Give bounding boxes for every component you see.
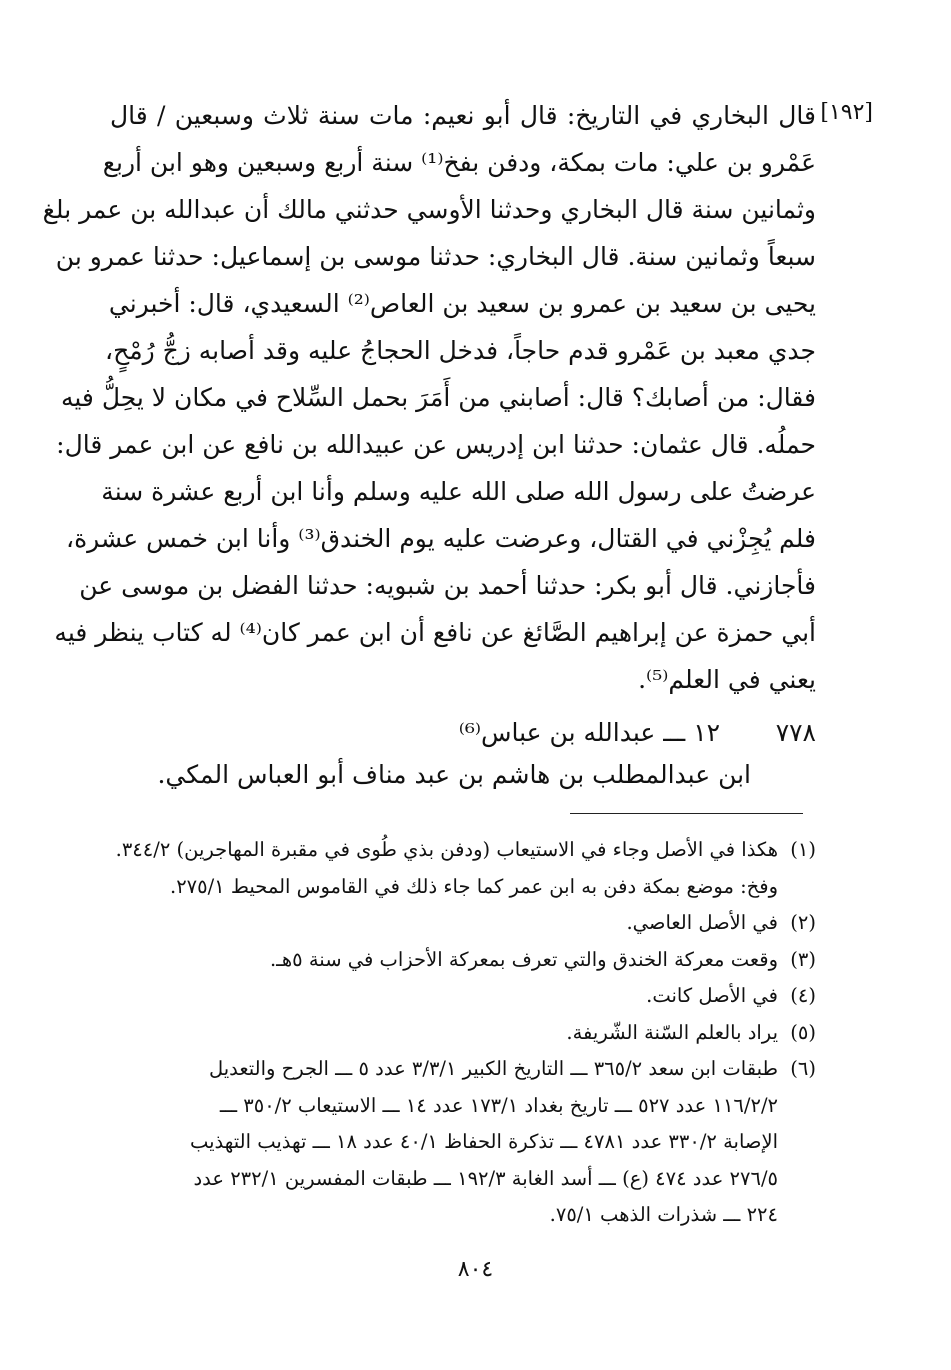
footnote-number: (٥)	[790, 1020, 816, 1044]
text-line: قال البخاري في التاريخ: قال أبو نعيم: مات سنة ثلاث وسبعين / قال	[110, 101, 816, 130]
footnote-continuation: ٢٢٤ ـــ شذرات الذهب ٧٥/١.	[549, 1203, 778, 1226]
text-line: يحيى بن سعيد بن عمرو بن سعيد بن العاص⁽²⁾ السعيدي، قال: أخبرني	[108, 289, 816, 318]
footnote-number: (٤)	[790, 984, 816, 1007]
footnote-continuation: الإصابة ٣٣٠/٢ عدد ٤٧٨١ ـــ تذكرة الحفاظ ٤٠/١ عدد ١٨ ـــ تهذيب التهذيب	[189, 1130, 778, 1153]
text-line: جدي معبد بن عَمْرو قدم حاجاً، فدخل الحجاجُ عليه وقد أصابه زجُّ رُمْحٍ،	[105, 336, 816, 365]
footnote-number: (٢)	[790, 911, 816, 934]
footnote	[110, 942, 816, 979]
footnote-number: (٦)	[790, 1057, 816, 1080]
footnote-text: في الأصل العاصي.	[626, 911, 778, 934]
text-line: عرضتُ على رسول الله صلى الله عليه وسلم وأنا ابن أربع عشرة سنة	[101, 477, 816, 506]
entry-dash: ـــ	[663, 718, 686, 747]
page-number: ٨٠٤	[457, 1257, 494, 1282]
footnote-text: طبقات ابن سعد ٣٦٥/٢ ـــ التاريخ الكبير ٣/٣/١ عدد ٥ ـــ الجرح والتعديل	[208, 1057, 778, 1080]
text-line: فأجازني. قال أبو بكر: حدثنا أحمد بن شبويه: حدثنا الفضل بن موسى عن	[79, 571, 816, 600]
text-line: فقال: من أصابك؟ قال: أصابني من أَمَرَ بحمل السِّلاح في مكان لا يحِلُّ فيه	[60, 383, 816, 412]
footnote-number: (١)	[790, 838, 816, 861]
text-line: وثمانين سنة قال البخاري وحدثنا الأوسي حدثني مالك أن عبدالله بن عمر بلغ	[42, 195, 816, 224]
footnotes	[110, 832, 816, 1234]
text-line: أبي حمزة عن إبراهيم الصَّائغ عن نافع أن ابن عمر كان⁽⁴⁾ له كتاب ينظر فيه	[54, 618, 816, 647]
text-line: يعني في العلم⁽⁵⁾.	[638, 665, 816, 694]
text-line: فلم يُجِزْني في القتال، وعرضت عليه يوم الخندق⁽³⁾ وأنا ابن خمس عشرة،	[66, 524, 816, 553]
footnote	[110, 832, 816, 869]
footnote-text: وقعت معركة الخندق والتي تعرف بمعركة الأحزاب في سنة ٥هـ.	[269, 947, 778, 971]
footnote-text: هكذا في الأصل وجاء في الاستيعاب (ودفن بذي طُوى في مقبرة المهاجرين) ٣٤٤/٢.	[115, 838, 778, 861]
text-line: حملُه. قال عثمان: حدثنا ابن إدريس عن عبيدالله بن نافع عن ابن عمر قال:	[56, 430, 816, 459]
footnote-continuation: ١١٦/٢/٢ عدد ٥٢٧ ـــ تاريخ بغداد ١٧٣/١ عدد ١٤ ـــ الاستيعاب ٣٥٠/٢ ـــ	[219, 1093, 778, 1117]
footnote	[110, 905, 816, 942]
footnote-continuation: وفخ: موضع بمكة دفن به ابن عمر كما جاء ذلك في القاموس المحيط ٢٧٥/١.	[169, 874, 778, 898]
footnote	[110, 1051, 816, 1088]
text-line: عَمْرو بن علي: مات بمكة، ودفن بفخ⁽¹⁾ سنة أربع وسبعين وهو ابن أربع	[102, 148, 816, 177]
footnote-text: في الأصل كانت.	[646, 984, 778, 1007]
footnote	[110, 1015, 816, 1052]
footnote-text: يراد بالعلم السّنة الشّريفة.	[566, 1020, 778, 1044]
entry-lineage: ابن عبدالمطلب بن هاشم بن عبد مناف أبو العباس المكي.	[157, 760, 751, 789]
footnote-continuation: ٢٧٦/٥ عدد ٤٧٤ (ع) ـــ أسد الغابة ١٩٢/٣ ـــ طبقات المفسرين ٢٣٢/١ عدد	[193, 1166, 778, 1190]
entry-number: ٧٧٨	[775, 718, 816, 747]
entry-name: عبدالله بن عباس⁽⁶⁾	[458, 718, 656, 747]
footnote	[110, 978, 816, 1015]
entry-sub-number: ١٢	[693, 718, 721, 747]
footnote-number: (٣)	[790, 947, 816, 971]
page-marker: [١٩٢]	[820, 100, 873, 125]
text-line: سبعاً وثمانين سنة. قال البخاري: حدثنا موسى بن إسماعيل: حدثنا عمرو بن	[55, 242, 816, 271]
main-text	[42, 92, 816, 703]
entry-heading	[459, 718, 816, 747]
footnote-divider	[570, 813, 803, 814]
